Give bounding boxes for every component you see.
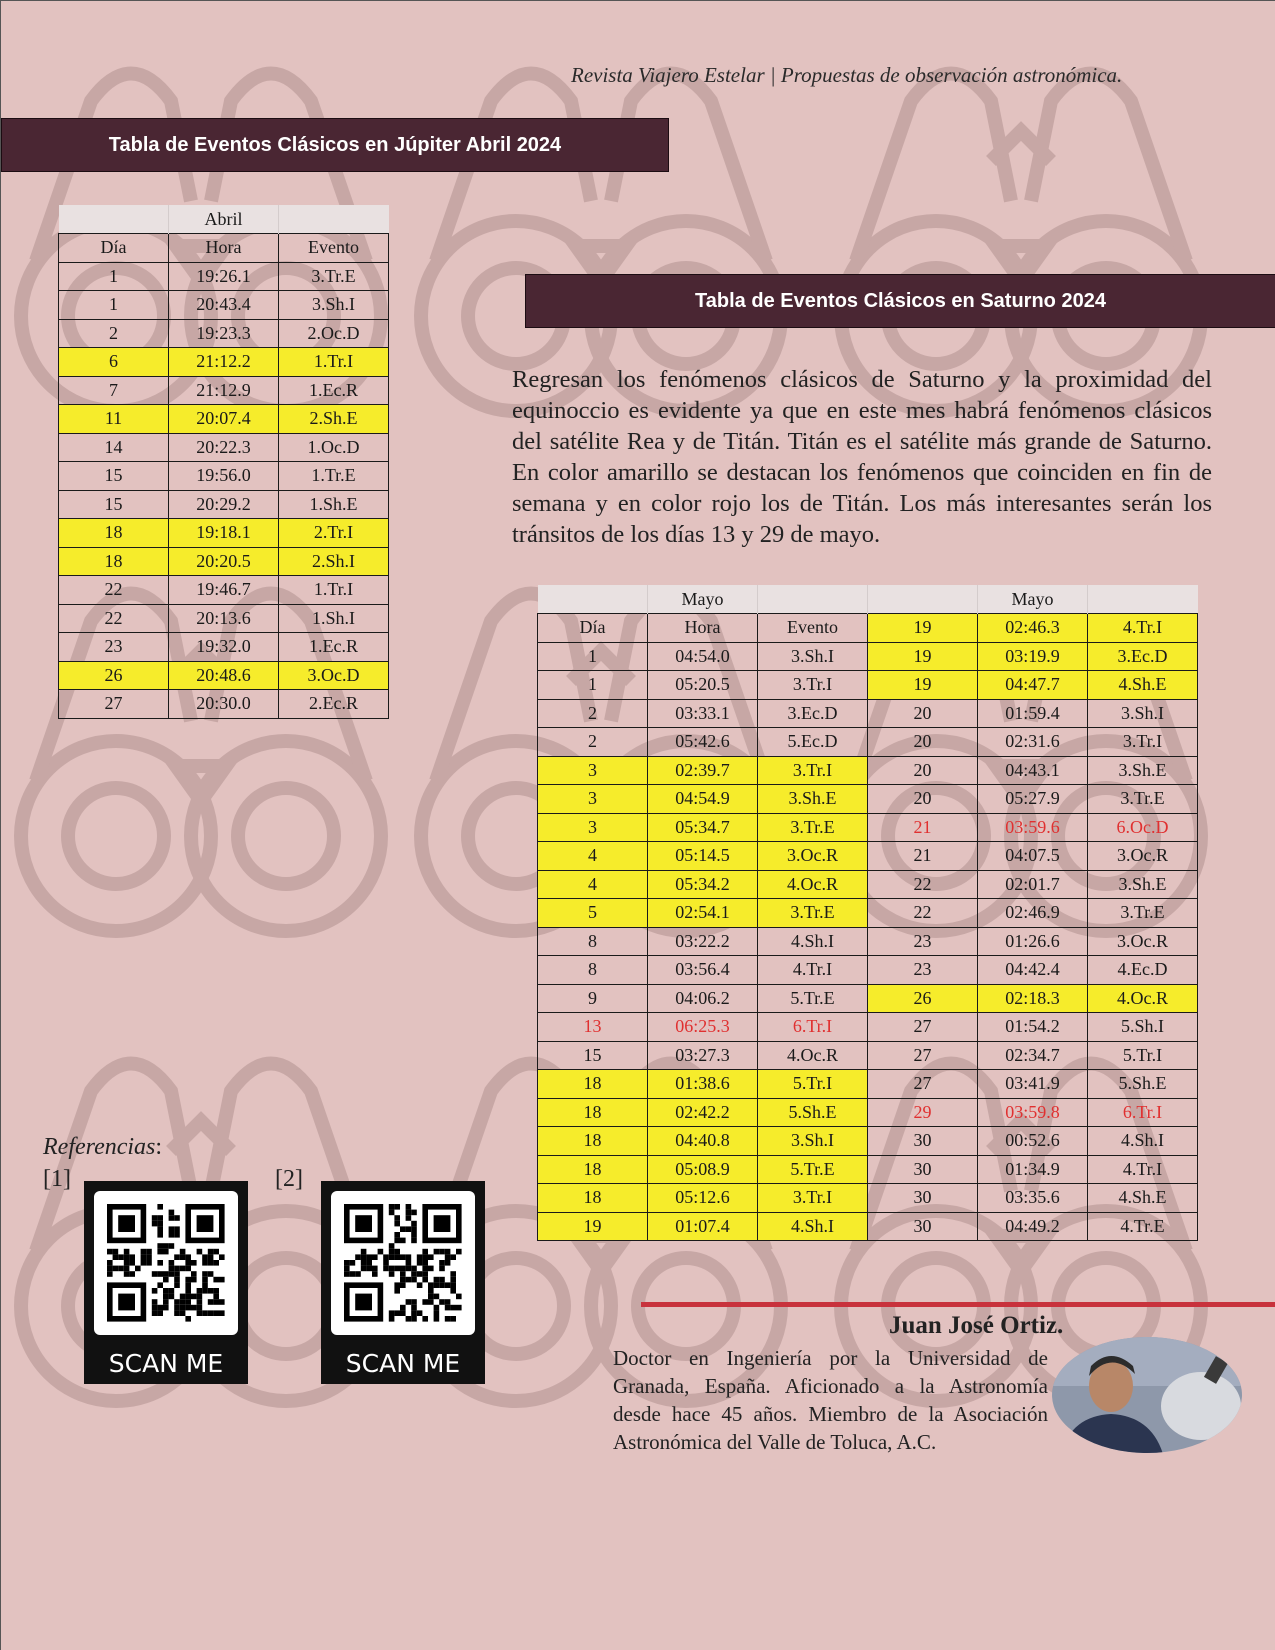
reference-number-2: [2] — [275, 1166, 303, 1192]
day-cell: 26 — [868, 984, 978, 1013]
event-cell: 3.Tr.E — [1088, 785, 1198, 814]
event-cell: 1.Tr.I — [279, 348, 389, 377]
table-row — [538, 813, 1198, 842]
scan-me-label-1: SCAN ME — [108, 1349, 224, 1378]
time-cell: 20:29.2 — [169, 490, 279, 519]
event-cell: 4.Tr.I — [1088, 614, 1198, 643]
time-cell: 20:20.5 — [169, 547, 279, 576]
time-cell: 05:12.6 — [648, 1184, 758, 1213]
event-cell: 3.Sh.I — [758, 1127, 868, 1156]
table-row — [538, 699, 1198, 728]
event-cell: 6.Oc.D — [1088, 813, 1198, 842]
event-cell: 6.Tr.I — [1088, 1098, 1198, 1127]
time-cell: 02:46.9 — [978, 899, 1088, 928]
event-cell: 1.Sh.E — [279, 490, 389, 519]
table-row — [59, 405, 389, 434]
day-cell: 2 — [538, 699, 648, 728]
blank-cell — [868, 585, 978, 614]
day-cell: 21 — [868, 842, 978, 871]
day-cell: 8 — [538, 956, 648, 985]
day-cell: 18 — [538, 1070, 648, 1099]
day-cell: 30 — [868, 1127, 978, 1156]
event-cell: 2.Sh.I — [279, 547, 389, 576]
event-cell: 3.Ec.D — [1088, 642, 1198, 671]
table-row — [538, 956, 1198, 985]
event-cell: 4.Oc.R — [1088, 984, 1198, 1013]
event-cell: 5.Tr.I — [1088, 1041, 1198, 1070]
time-cell: 20:43.4 — [169, 291, 279, 320]
column-header: Hora — [169, 234, 279, 263]
time-cell: 01:38.6 — [648, 1070, 758, 1099]
day-cell: 4 — [538, 870, 648, 899]
table-row — [59, 661, 389, 690]
time-cell: 03:19.9 — [978, 642, 1088, 671]
month-label-right: Mayo — [978, 585, 1088, 614]
time-cell: 03:22.2 — [648, 927, 758, 956]
time-cell: 04:49.2 — [978, 1212, 1088, 1241]
day-cell: 3 — [538, 756, 648, 785]
table-row — [538, 1098, 1198, 1127]
table-row — [538, 1127, 1198, 1156]
time-cell: 19:18.1 — [169, 519, 279, 548]
event-cell: 1.Sh.I — [279, 604, 389, 633]
day-cell: 29 — [868, 1098, 978, 1127]
time-cell: 02:31.6 — [978, 728, 1088, 757]
jupiter-header-row — [59, 234, 389, 263]
event-cell: 2.Tr.I — [279, 519, 389, 548]
event-cell: 3.Tr.I — [758, 1184, 868, 1213]
day-cell: 1 — [538, 671, 648, 700]
saturn-section-title: Tabla de Eventos Clásicos en Saturno 2024 — [525, 274, 1275, 328]
time-cell: 05:34.7 — [648, 813, 758, 842]
day-cell: 20 — [868, 756, 978, 785]
day-cell: 2 — [538, 728, 648, 757]
time-cell: 03:59.8 — [978, 1098, 1088, 1127]
event-cell: 5.Tr.E — [758, 1155, 868, 1184]
blank-cell — [758, 585, 868, 614]
day-cell: 18 — [538, 1155, 648, 1184]
time-cell: 03:35.6 — [978, 1184, 1088, 1213]
time-cell: 01:26.6 — [978, 927, 1088, 956]
day-cell: 26 — [59, 661, 169, 690]
event-cell: 3.Oc.R — [1088, 842, 1198, 871]
table-row — [538, 842, 1198, 871]
time-cell: 05:34.2 — [648, 870, 758, 899]
event-cell: 3.Sh.E — [1088, 756, 1198, 785]
day-cell: 13 — [538, 1013, 648, 1042]
time-cell: 04:07.5 — [978, 842, 1088, 871]
time-cell: 05:27.9 — [978, 785, 1088, 814]
time-cell: 04:42.4 — [978, 956, 1088, 985]
day-cell: 14 — [59, 433, 169, 462]
table-row — [59, 576, 389, 605]
day-cell: 27 — [59, 690, 169, 719]
day-cell: 18 — [538, 1098, 648, 1127]
event-cell: 3.Sh.I — [758, 642, 868, 671]
event-cell: 1.Oc.D — [279, 433, 389, 462]
time-cell: 19:26.1 — [169, 262, 279, 291]
time-cell: 04:54.9 — [648, 785, 758, 814]
event-cell: 3.Tr.E — [758, 813, 868, 842]
event-cell: 6.Tr.I — [758, 1013, 868, 1042]
author-bio: Doctor en Ingeniería por la Universidad de Granada, España. Aficionado a la Astronomía desde hace 45 años. Miembro de la Asociación Astronómica del Valle de Toluca, A.C. — [613, 1346, 1048, 1454]
day-cell: 23 — [868, 956, 978, 985]
event-cell: 1.Ec.R — [279, 376, 389, 405]
column-header: Evento — [758, 614, 868, 643]
event-cell: 5.Sh.E — [1088, 1070, 1198, 1099]
blank-cell — [538, 585, 648, 614]
jupiter-section-title: Tabla de Eventos Clásicos en Júpiter Abril 2024 — [1, 118, 669, 172]
day-cell: 8 — [538, 927, 648, 956]
table-row — [538, 1155, 1198, 1184]
time-cell: 19:46.7 — [169, 576, 279, 605]
table-row — [538, 984, 1198, 1013]
event-cell: 4.Oc.R — [758, 1041, 868, 1070]
event-cell: 4.Oc.R — [758, 870, 868, 899]
day-cell: 1 — [59, 262, 169, 291]
time-cell: 02:01.7 — [978, 870, 1088, 899]
table-row — [538, 756, 1198, 785]
jupiter-events-table — [58, 205, 389, 719]
time-cell: 04:54.0 — [648, 642, 758, 671]
time-cell: 02:46.3 — [978, 614, 1088, 643]
event-cell: 3.Tr.E — [758, 899, 868, 928]
month-label: Abril — [169, 205, 279, 234]
event-cell: 3.Tr.I — [1088, 728, 1198, 757]
column-header: Día — [59, 234, 169, 263]
time-cell: 03:27.3 — [648, 1041, 758, 1070]
time-cell: 01:34.9 — [978, 1155, 1088, 1184]
table-row — [538, 614, 1198, 643]
column-header: Hora — [648, 614, 758, 643]
table-row — [538, 728, 1198, 757]
table-row — [538, 1212, 1198, 1241]
event-cell: 4.Tr.I — [1088, 1155, 1198, 1184]
day-cell: 11 — [59, 405, 169, 434]
day-cell: 22 — [868, 899, 978, 928]
time-cell: 01:54.2 — [978, 1013, 1088, 1042]
day-cell: 21 — [868, 813, 978, 842]
binoculars-watermark — [841, 74, 1201, 412]
day-cell: 27 — [868, 1041, 978, 1070]
time-cell: 05:14.5 — [648, 842, 758, 871]
table-row — [538, 1041, 1198, 1070]
references-label: Referencias — [43, 1134, 156, 1160]
day-cell: 19 — [538, 1212, 648, 1241]
time-cell: 05:20.5 — [648, 671, 758, 700]
event-cell: 3.Sh.E — [758, 785, 868, 814]
time-cell: 05:08.9 — [648, 1155, 758, 1184]
table-row — [59, 490, 389, 519]
table-row — [538, 642, 1198, 671]
table-row — [538, 870, 1198, 899]
day-cell: 15 — [59, 490, 169, 519]
day-cell: 7 — [59, 376, 169, 405]
event-cell: 4.Ec.D — [1088, 956, 1198, 985]
event-cell: 5.Tr.I — [758, 1070, 868, 1099]
time-cell: 01:59.4 — [978, 699, 1088, 728]
event-cell: 4.Tr.I — [758, 956, 868, 985]
time-cell: 03:59.6 — [978, 813, 1088, 842]
day-cell: 2 — [59, 319, 169, 348]
saturn-month-row — [538, 585, 1198, 614]
event-cell: 1.Tr.E — [279, 462, 389, 491]
event-cell: 4.Sh.I — [758, 1212, 868, 1241]
day-cell: 30 — [868, 1212, 978, 1241]
column-header: Día — [538, 614, 648, 643]
event-cell: 3.Tr.I — [758, 756, 868, 785]
time-cell: 20:22.3 — [169, 433, 279, 462]
event-cell: 2.Ec.R — [279, 690, 389, 719]
time-cell: 21:12.9 — [169, 376, 279, 405]
day-cell: 23 — [59, 633, 169, 662]
table-row — [59, 519, 389, 548]
day-cell: 1 — [538, 642, 648, 671]
event-cell: 3.Ec.D — [758, 699, 868, 728]
time-cell: 02:18.3 — [978, 984, 1088, 1013]
author-photo — [1051, 1336, 1243, 1454]
day-cell: 27 — [868, 1070, 978, 1099]
references-colon: : — [155, 1134, 163, 1160]
day-cell: 15 — [538, 1041, 648, 1070]
day-cell: 22 — [868, 870, 978, 899]
day-cell: 30 — [868, 1155, 978, 1184]
blank-cell — [59, 205, 169, 234]
table-row — [59, 633, 389, 662]
time-cell: 04:06.2 — [648, 984, 758, 1013]
time-cell: 03:56.4 — [648, 956, 758, 985]
table-row — [59, 604, 389, 633]
day-cell: 20 — [868, 699, 978, 728]
day-cell: 6 — [59, 348, 169, 377]
table-row — [538, 1013, 1198, 1042]
author-name: Juan José Ortiz. — [889, 1312, 1064, 1339]
time-cell: 04:40.8 — [648, 1127, 758, 1156]
event-cell: 3.Sh.I — [1088, 699, 1198, 728]
table-row — [538, 927, 1198, 956]
time-cell: 02:39.7 — [648, 756, 758, 785]
blank-cell — [279, 205, 389, 234]
table-row — [59, 690, 389, 719]
column-header: Evento — [279, 234, 389, 263]
event-cell: 3.Oc.D — [279, 661, 389, 690]
month-label-left: Mayo — [648, 585, 758, 614]
table-row — [59, 376, 389, 405]
time-cell: 04:43.1 — [978, 756, 1088, 785]
day-cell: 3 — [538, 785, 648, 814]
qr-code-card-1[interactable] — [84, 1181, 248, 1384]
time-cell: 04:47.7 — [978, 671, 1088, 700]
event-cell: 5.Ec.D — [758, 728, 868, 757]
table-row — [538, 1070, 1198, 1099]
table-row — [59, 433, 389, 462]
event-cell: 3.Tr.I — [758, 671, 868, 700]
event-cell: 1.Ec.R — [279, 633, 389, 662]
event-cell: 3.Tr.E — [279, 262, 389, 291]
event-cell: 5.Sh.I — [1088, 1013, 1198, 1042]
day-cell: 20 — [868, 785, 978, 814]
table-row — [59, 319, 389, 348]
reference-number-1: [1] — [43, 1166, 71, 1192]
table-row — [59, 348, 389, 377]
event-cell: 2.Sh.E — [279, 405, 389, 434]
day-cell: 5 — [538, 899, 648, 928]
day-cell: 3 — [538, 813, 648, 842]
event-cell: 4.Sh.I — [758, 927, 868, 956]
time-cell: 20:48.6 — [169, 661, 279, 690]
time-cell: 19:23.3 — [169, 319, 279, 348]
day-cell: 19 — [868, 614, 978, 643]
references-heading — [43, 1134, 162, 1161]
day-cell: 22 — [59, 576, 169, 605]
event-cell: 3.Oc.R — [1088, 927, 1198, 956]
event-cell: 3.Sh.I — [279, 291, 389, 320]
time-cell: 02:42.2 — [648, 1098, 758, 1127]
time-cell: 20:07.4 — [169, 405, 279, 434]
table-row — [538, 785, 1198, 814]
event-cell: 5.Sh.E — [758, 1098, 868, 1127]
day-cell: 19 — [868, 642, 978, 671]
qr-code-1 — [94, 1191, 238, 1335]
event-cell: 3.Sh.E — [1088, 870, 1198, 899]
day-cell: 18 — [538, 1184, 648, 1213]
blank-cell — [1088, 585, 1198, 614]
time-cell: 01:07.4 — [648, 1212, 758, 1241]
day-cell: 19 — [868, 671, 978, 700]
table-row — [538, 671, 1198, 700]
event-cell: 3.Tr.E — [1088, 899, 1198, 928]
event-cell: 1.Tr.I — [279, 576, 389, 605]
day-cell: 1 — [59, 291, 169, 320]
day-cell: 4 — [538, 842, 648, 871]
table-row — [59, 262, 389, 291]
day-cell: 23 — [868, 927, 978, 956]
time-cell: 19:32.0 — [169, 633, 279, 662]
day-cell: 18 — [59, 519, 169, 548]
qr-code-2 — [331, 1191, 475, 1335]
magazine-header: Revista Viajero Estelar | Propuestas de observación astronómica. — [571, 63, 1123, 87]
qr-code-card-2[interactable] — [321, 1181, 485, 1384]
day-cell: 27 — [868, 1013, 978, 1042]
time-cell: 00:52.6 — [978, 1127, 1088, 1156]
time-cell: 21:12.2 — [169, 348, 279, 377]
time-cell: 19:56.0 — [169, 462, 279, 491]
event-cell: 4.Sh.E — [1088, 1184, 1198, 1213]
event-cell: 4.Sh.I — [1088, 1127, 1198, 1156]
table-row — [538, 899, 1198, 928]
day-cell: 20 — [868, 728, 978, 757]
time-cell: 20:30.0 — [169, 690, 279, 719]
event-cell: 2.Oc.D — [279, 319, 389, 348]
day-cell: 15 — [59, 462, 169, 491]
day-cell: 22 — [59, 604, 169, 633]
event-cell: 4.Tr.E — [1088, 1212, 1198, 1241]
day-cell: 18 — [538, 1127, 648, 1156]
time-cell: 05:42.6 — [648, 728, 758, 757]
time-cell: 02:54.1 — [648, 899, 758, 928]
author-divider-line — [641, 1302, 1275, 1307]
day-cell: 30 — [868, 1184, 978, 1213]
day-cell: 9 — [538, 984, 648, 1013]
event-cell: 4.Sh.E — [1088, 671, 1198, 700]
time-cell: 06:25.3 — [648, 1013, 758, 1042]
time-cell: 02:34.7 — [978, 1041, 1088, 1070]
saturn-intro-paragraph: Regresan los fenómenos clásicos de Saturno y la proximidad del equinoccio es evidente ya que en este mes habrá fenómenos clásicos del satélite Rea y de Titán. Titán es el satélite más grande de Saturno. En color amarillo se destacan los fenómenos que coinciden en fin de semana y en color rojo los de Titán. Los más interesantes serán los tránsitos de los días 13 y 29 de mayo. — [512, 366, 1212, 548]
day-cell: 18 — [59, 547, 169, 576]
time-cell: 20:13.6 — [169, 604, 279, 633]
time-cell: 03:33.1 — [648, 699, 758, 728]
jupiter-month-row — [59, 205, 389, 234]
table-row — [538, 1184, 1198, 1213]
event-cell: 5.Tr.E — [758, 984, 868, 1013]
saturn-events-table — [537, 585, 1198, 1241]
table-row — [59, 547, 389, 576]
scan-me-label-2: SCAN ME — [345, 1349, 461, 1378]
time-cell: 03:41.9 — [978, 1070, 1088, 1099]
table-row — [59, 291, 389, 320]
event-cell: 3.Oc.R — [758, 842, 868, 871]
table-row — [59, 462, 389, 491]
